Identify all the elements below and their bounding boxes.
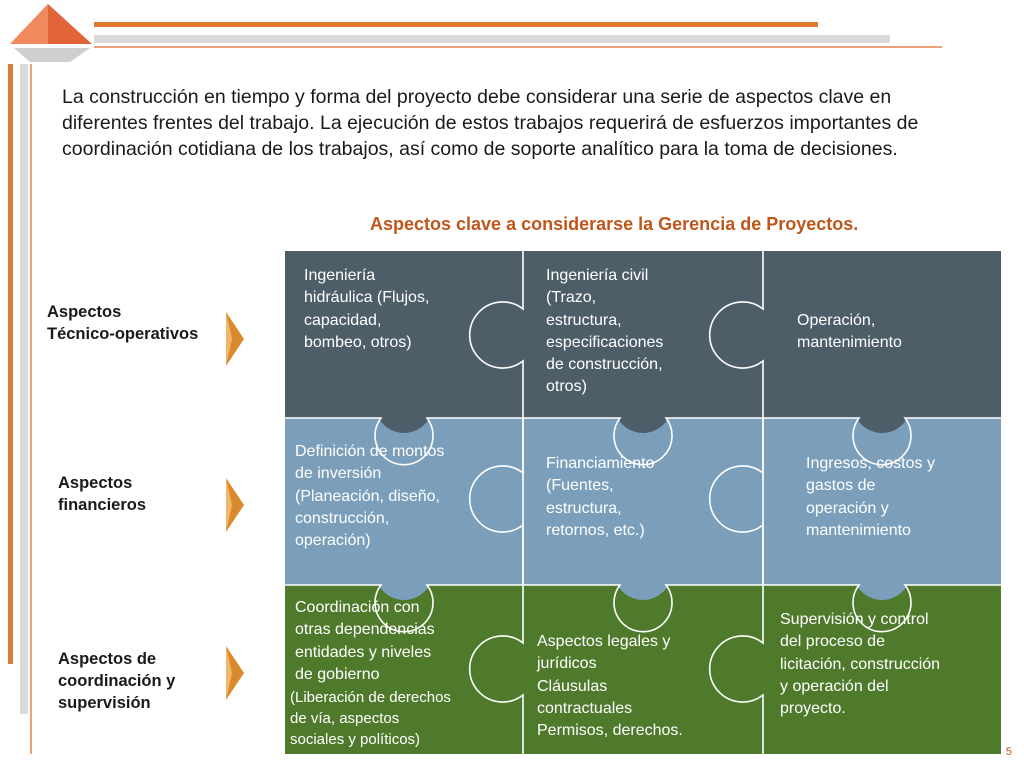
arrow-icon <box>224 644 248 702</box>
header-decoration <box>0 0 1024 70</box>
cell-operacion: Operación, mantenimiento <box>797 312 902 352</box>
puzzle-tab <box>375 375 433 433</box>
intro-paragraph: La construcción en tiempo y forma del proyecto debe considerar una serie de aspectos clave en diferentes frentes del trabajo. La ejecución de estos trabajos requerirá de esfuerzos importantes de coordinación cotidiana de los trabajos, así como de soporte analítico para la toma de decisiones. <box>62 86 919 160</box>
cell-supervision-control: Supervisión y control del proceso de licitación, construcción y operación del proyecto. <box>780 611 941 718</box>
puzzle-tab <box>614 542 672 600</box>
cell-financiamiento: Financiamiento (Fuentes, estructura, retornos, etc.) <box>546 455 655 539</box>
row-label-financieros: Aspectos financieros <box>58 474 147 514</box>
arrow-icon <box>224 476 248 534</box>
cell-definicion-montos: Definición de montos de inversión (Planeación, diseño, construcción, operación) <box>295 443 445 550</box>
row-label-coordinacion: Aspectos de coordinación y supervisión <box>58 650 176 712</box>
cell-aspectos-legales: Aspectos legales y jurídicos Cláusulas contractuales Permisos, derechos. <box>537 633 683 740</box>
cell-ingenieria-hidraulica: Ingeniería hidráulica (Flujos, capacidad, bombeo, otros) <box>304 267 430 351</box>
puzzle-tab <box>853 375 911 433</box>
page-number: 5 <box>1005 746 1012 758</box>
cell-ingenieria-civil: Ingeniería civil (Trazo, estructura, especificaciones de construcción, otros) <box>546 267 664 396</box>
row-label-tecnico: Aspectos Técnico-operativos <box>47 303 199 343</box>
cell-coordinacion-dependencias: Coordinación con otras dependencias entidades y niveles de gobierno <box>295 599 435 683</box>
arrow-icon <box>224 310 248 368</box>
left-bar-decoration <box>0 60 40 768</box>
diagram-subtitle: Aspectos clave a considerarse la Gerencia de Proyectos. <box>370 214 859 234</box>
cell-liberacion-derechos: (Liberación de derechos de vía, aspectos sociales y políticos) <box>290 689 451 748</box>
puzzle-tab <box>853 542 911 600</box>
cell-ingresos-costos: Ingresos, costos y gastos de operación y mantenimiento <box>806 455 935 539</box>
